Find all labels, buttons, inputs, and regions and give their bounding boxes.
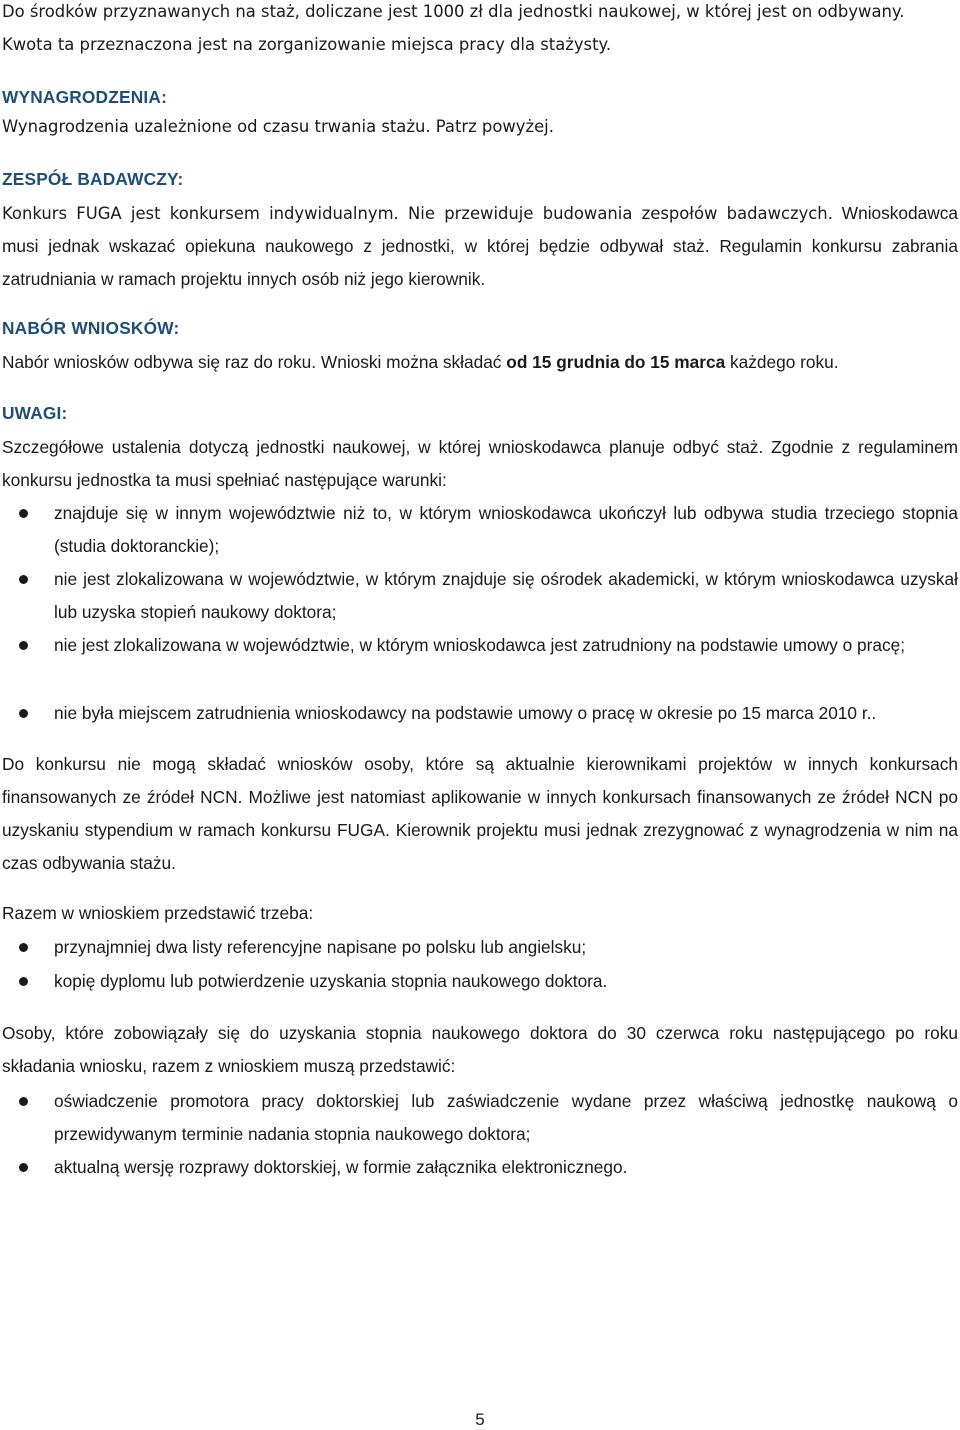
list-item: znajduje się w innym województwie niż to, w którym wnioskodawca ukończył lub odbywa studia trzeciego stopnia (studia doktoranckie); [54, 503, 958, 556]
list-item: nie była miejscem zatrudnienia wnioskodawcy na podstawie umowy o pracę w okresie po 15 marca 2010 r.. [54, 703, 877, 723]
bullet-icon [19, 709, 28, 718]
wynagrodzenia-paragraph: Wynagrodzenia uzależnione od czasu trwania stażu. Patrz powyżej. [2, 117, 554, 136]
heading-zespol: ZESPÓŁ BADAWCZY: [2, 169, 184, 189]
nabor-text-a: Nabór wniosków odbywa się raz do roku. Wnioski można składać [2, 352, 507, 372]
nabor-dates: od 15 grudnia do 15 marca [506, 352, 726, 372]
bullet-icon [19, 575, 28, 584]
zespol-paragraph [2, 197, 958, 296]
list-item: aktualną wersję rozprawy doktorskiej, w formie załącznika elektronicznego. [54, 1157, 628, 1177]
razem-paragraph: Razem w wnioskiem przedstawić trzeba: [2, 903, 314, 923]
bullet-icon [19, 641, 28, 650]
zespol-paragraph-part-b: Wnioskodawca musi jednak wskazać opiekuna naukowego z jednostki, w której będzie odbywał staż. Regulamin konkursu zabrania zatrudniania w ramach projektu innych osób niż jego kierownik. [2, 203, 958, 289]
list-item: nie jest zlokalizowana w województwie, w którym znajduje się ośrodek akademicki, w którym wnioskodawca uzyskał lub uzyska stopień naukowy doktora; [54, 569, 958, 622]
heading-wynagrodzenia: WYNAGRODZENIA: [2, 87, 168, 107]
heading-uwagi: UWAGI: [2, 403, 68, 423]
osoby-paragraph: Osoby, które zobowiązały się do uzyskania stopnia naukowego doktora do 30 czerwca roku następującego po roku składania wniosku, razem z wnioskiem muszą przedstawić: [2, 1023, 958, 1076]
bullet-icon [19, 977, 28, 986]
bullet-icon [19, 509, 28, 518]
nabor-text-c: każdego roku. [725, 352, 839, 372]
intro-paragraph: Do środków przyznawanych na staż, doliczane jest 1000 zł dla jednostki naukowej, w której jest on odbywany. Kwota ta przeznaczona jest na zorganizowanie miejsca pracy dla stażysty. [2, 2, 905, 54]
konkurs-paragraph: Do konkursu nie mogą składać wniosków osoby, które są aktualnie kierownikami projektów w innych konkursach finansowanych ze źródeł NCN. Możliwe jest natomiast aplikowanie w innych konkursach finansowanych ze źródeł NCN po uzyskaniu stypendium w ramach konkursu FUGA. Kierownik projektu musi jednak zrezygnować z wynagrodzenia w nim na czas odbywania stażu. [2, 754, 958, 873]
heading-nabor: NABÓR WNIOSKÓW: [2, 318, 180, 338]
nabor-paragraph [2, 346, 958, 379]
list-item: oświadczenie promotora pracy doktorskiej lub zaświadczenie wydane przez właściwą jednostkę naukową o przewidywanym terminie nadania stopnia naukowego doktora; [54, 1091, 958, 1144]
bullet-icon [19, 1097, 28, 1106]
bullet-icon [19, 1163, 28, 1172]
bullet-icon [19, 943, 28, 952]
page-number: 5 [475, 1410, 485, 1429]
zespol-paragraph-part-a: Konkurs FUGA jest konkursem indywidualnym. Nie przewiduje budowania zespołów badawczych. [2, 204, 833, 223]
list-item: nie jest zlokalizowana w województwie, w którym wnioskodawca jest zatrudniony na podstawie umowy o pracę; [54, 635, 906, 655]
list-item: kopię dyplomu lub potwierdzenie uzyskania stopnia naukowego doktora. [54, 971, 608, 991]
uwagi-paragraph: Szczegółowe ustalenia dotyczą jednostki naukowej, w której wnioskodawca planuje odbyć staż. Zgodnie z regulaminem konkursu jednostka ta musi spełniać następujące warunki: [2, 437, 958, 490]
list-item: przynajmniej dwa listy referencyjne napisane po polsku lub angielsku; [54, 937, 587, 957]
